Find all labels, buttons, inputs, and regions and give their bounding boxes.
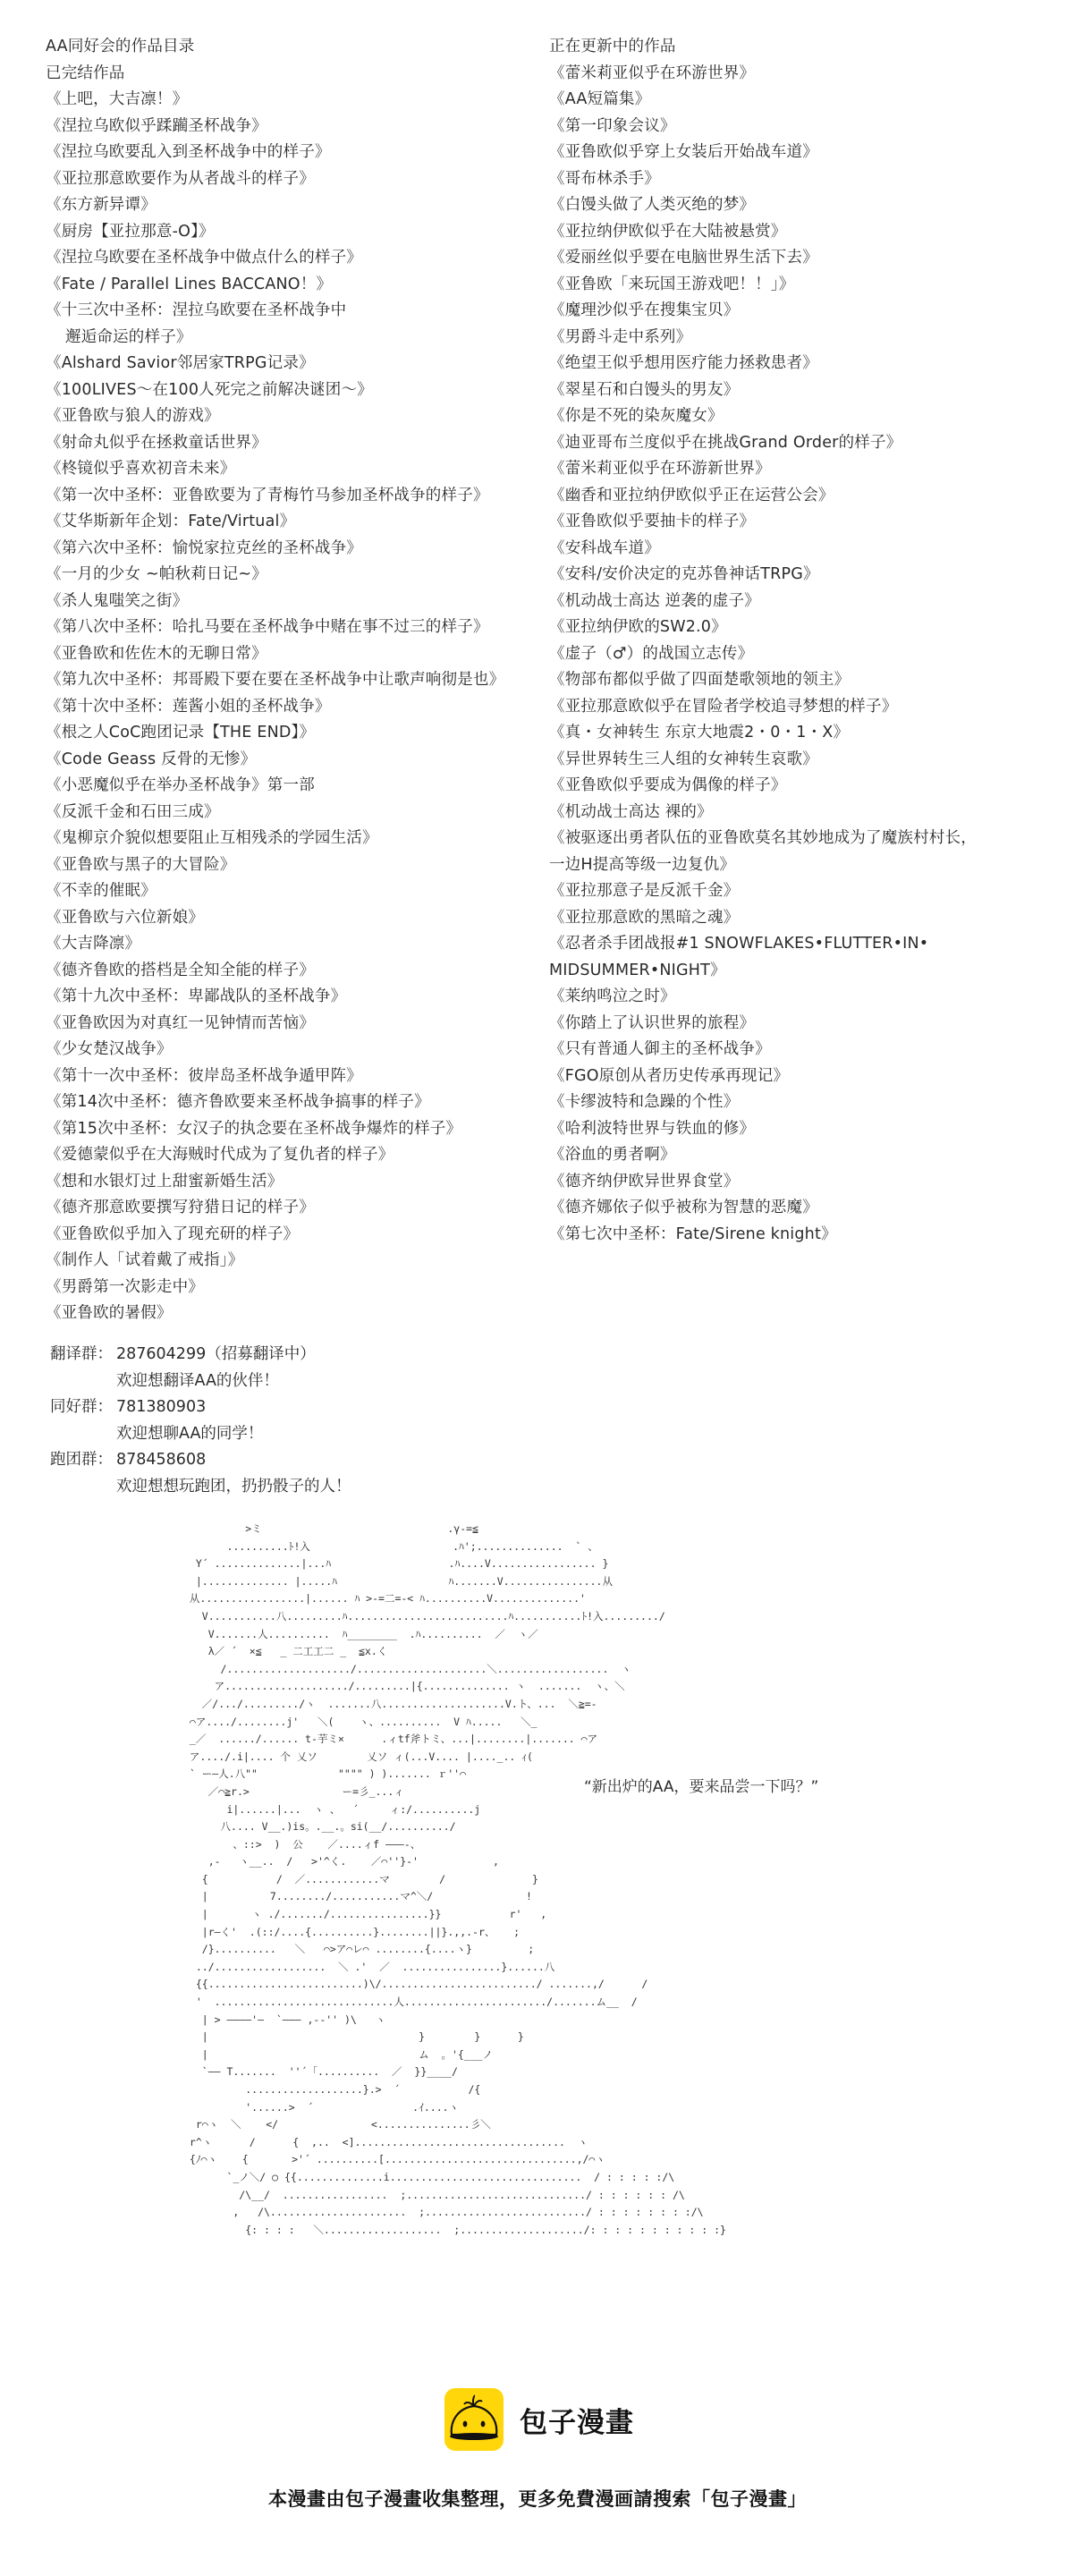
work-title-item: 《第15次中圣杯：女汉子的执念要在圣杯战争爆炸的样子》 (46, 1119, 462, 1138)
work-title-item: 《第七次中圣杯：Fate/Sirene knight》 (549, 1224, 837, 1243)
work-title-item: 《只有普通人御主的圣杯战争》 (549, 1040, 771, 1058)
contact-number: 287604299（招募翻译中） (116, 1345, 316, 1363)
ascii-art-line: |r―く' .(::/....{..........}........||}.,,.-r、 ; (183, 1925, 521, 1938)
brand-name: 包子漫畫 (520, 2406, 634, 2439)
ascii-art-line: ⌒ア..../........j' ＼( ヽ、.......... V ﾊ..... ＼_ (183, 1715, 538, 1728)
work-title-item: 《卡缪波特和急躁的个性》 (549, 1093, 740, 1111)
ongoing-works-list (549, 61, 1050, 1249)
work-title-item: 《亚拉纳伊欧的SW2.0》 (549, 618, 727, 636)
work-title-item: 《第十次中圣杯：莲酱小姐的圣杯战争》 (46, 697, 331, 716)
work-title-item: 《第十九次中圣杯：卑鄙战队的圣杯战争》 (46, 987, 347, 1005)
ongoing-works-column (549, 34, 1050, 1248)
work-title-item: 邂逅命运的样子》 (65, 327, 192, 346)
work-title-item: 《爱丽丝似乎要在电脑世界生活下去》 (549, 249, 818, 267)
work-title-item: 《蕾米莉亚似乎在环游新世界》 (549, 460, 771, 478)
work-title-item: 《亚拉那意欧的黑暗之魂》 (549, 908, 740, 927)
work-title-item: 《亚拉那意欧要作为从者战斗的样子》 (46, 169, 315, 188)
work-title-item: 《爱德蒙似乎在大海贼时代成为了复仇者的样子》 (46, 1146, 394, 1164)
work-title-item: 《100LIVES～在100人死完之前解决谜团～》 (46, 380, 373, 399)
work-title-item: 《亚鲁欧的暑假》 (46, 1304, 173, 1322)
completed-works-list (46, 87, 546, 1327)
ascii-art-line: {ﾉ⌒ヽ { >'´ ..........[...............................,/⌒ヽ (183, 2153, 605, 2166)
contact-label: 翻译群： (50, 1345, 113, 1363)
work-title-item: 《白馒头做了人类灭绝的梦》 (549, 196, 756, 214)
contact-label: 跑团群： (50, 1451, 113, 1469)
bun-logo-icon (444, 2388, 504, 2451)
ascii-art-line: /}.......... ＼ ⌒>ア⌒レ⌒ ........{....ヽ} ; (183, 1943, 535, 1956)
ascii-art-line: | > ――――'― `――― ,-‐'' )\ ヽ (183, 2012, 386, 2026)
work-title-item: 《少女楚汉战争》 (46, 1040, 173, 1058)
work-title-item: 《亚鲁欧与狼人的游戏》 (46, 407, 220, 425)
ascii-art-line: | ヽ ./......./................}} r' , (183, 1908, 547, 1921)
work-title-item: 《艾华斯新年企划：Fate/Virtual》 (46, 513, 296, 530)
work-title-item: 《亚鲁欧与六位新娘》 (46, 908, 204, 927)
completed-works-column (46, 34, 546, 1327)
ascii-art-line: `_ノ＼/ ○ {{..............i............................... / : : : : :/\ (183, 2170, 675, 2183)
work-title-item: 《物部布都似乎做了四面楚歌领地的领主》 (549, 671, 851, 689)
ascii-art-line: `―― T....... ''´「.......... ／ }}____/ (183, 2065, 458, 2079)
contact-number: 781380903 (116, 1398, 207, 1416)
ascii-art-line: ,- ヽ__.. / >'^く. ／⌒''}-' , (183, 1855, 499, 1868)
work-title-item: 《你是不死的染灰魔女》 (549, 407, 724, 425)
contact-label: 同好群： (50, 1398, 113, 1416)
work-title-item: 《大吉降凛》 (46, 935, 141, 953)
ascii-art-line: i|......|... ヽ 、 ´ ィ:/..........j (183, 1802, 481, 1816)
work-title-item: 《德齐那意欧要撰写狩猎日记的样子》 (46, 1199, 315, 1216)
ascii-art-line: /..................../.....................＼.................. ヽ (183, 1662, 631, 1675)
work-title-item: 《十三次中圣杯：涅拉乌欧要在圣杯战争中 (46, 301, 347, 319)
ascii-art-line: {: : : : ＼................... ;..................../: : : : : : : : : : :} (183, 2223, 726, 2236)
work-title-item: 《第14次中圣杯：德齐鲁欧要来圣杯战争搞事的样子》 (46, 1093, 430, 1111)
brand-logo-block (444, 2388, 634, 2451)
contact-note: 欢迎想想玩跑团，扔扔骰子的人！ (116, 1477, 351, 1496)
ascii-art-line: ／⌒≧r.> ー=彡_...ィ (183, 1784, 404, 1798)
ascii-art-line: | } } } (183, 2030, 524, 2044)
ascii-art-line: | ム 。'{___ノ (183, 2047, 494, 2061)
work-title-item: 《男爵斗走中系列》 (549, 327, 692, 346)
ascii-art-line: Y´ ..............|...ﾊ .ﾊ....V................. } (183, 1557, 609, 1571)
work-title-item: 《第八次中圣杯：哈扎马要在圣杯战争中赌在事不过三的样子》 (46, 618, 489, 636)
work-title-item: 《男爵第一次影走中》 (46, 1277, 204, 1296)
work-title-item: 《东方新异谭》 (46, 196, 157, 214)
ascii-art-line: ' .............................人......................./.......ム__ / (183, 1996, 638, 2009)
work-title-item: 《一月的少女 ~帕秋莉日记~》 (46, 565, 267, 583)
work-title-item: 《亚拉纳伊欧似乎在大陆被悬赏》 (549, 222, 787, 241)
work-title-item: 《厨房【亚拉那意-O】》 (46, 222, 215, 241)
ongoing-heading: 正在更新中的作品 (549, 38, 676, 55)
work-title-item: MIDSUMMER•NIGHT》 (549, 961, 726, 979)
contact-number: 878458608 (116, 1451, 207, 1469)
work-title-item: 《杀人鬼嗤笑之街》 (46, 591, 189, 610)
work-title-item: 《哥布林杀手》 (549, 169, 660, 188)
work-title-item: 《忍者杀手团战报#1 SNOWFLAKES•FLUTTER•IN• (549, 935, 929, 953)
ascii-art-line: 、::> ) 公 ／....ィf ―――-、 (183, 1837, 421, 1851)
ascii-art-line: _／ ....../...... t-芋ミ× .ィtf斧トミ、...|........|....... ⌒ア (183, 1733, 598, 1746)
work-title-item: 《柊镜似乎喜欢初音未来》 (46, 460, 236, 478)
work-title-item: 《亚鲁欧「来玩国王游戏吧！！」》 (549, 275, 795, 293)
work-title-item: 《亚鲁欧似乎要抽卡的样子》 (549, 513, 756, 530)
ascii-art-line: {{.........................)\/........................./ .......,/ / (183, 1978, 648, 1991)
work-title-item: 《小恶魔似乎在举办圣杯战争》第一部 (46, 776, 315, 794)
work-title-item: 《反派千金和石田三成》 (46, 802, 220, 821)
ascii-art-line: |.............. |.....ﾊ ﾊ.......V................从 (183, 1574, 613, 1588)
work-title-item: 《安科战车道》 (549, 538, 660, 557)
work-title-item: 《机动战士高达 裸的》 (549, 802, 713, 821)
work-title-item: 《亚鲁欧似乎要成为偶像的样子》 (549, 776, 787, 794)
work-title-item: 《涅拉乌欧要乱入到圣杯战争中的样子》 (46, 143, 331, 161)
ascii-art-line: V...........八.........ﾊ..........................ﾊ...........ﾄ!入........./ (183, 1609, 665, 1623)
ascii-art-line: , /\...................... ;........................../ : : : : : : : :/\ (183, 2206, 704, 2219)
work-title-item: 《第一次中圣杯：亚鲁欧要为了青梅竹马参加圣杯战争的样子》 (46, 486, 489, 504)
work-title-item: 《Fate / Parallel Lines BACCANO！》 (46, 275, 333, 293)
work-title-item: 《亚鲁欧似乎穿上女装后开始战车道》 (549, 143, 818, 161)
ascii-art-line: ..........ﾄ!入 .ﾊ';.............. ` 、 (183, 1539, 598, 1553)
work-title-item: 《虚子（♂）的战国立志传》 (549, 644, 754, 663)
ascii-art-line: ../.................. ＼ .' ／ ................}......八 (183, 1960, 555, 1973)
work-title-item: 《涅拉乌欧似乎蹂躏圣杯战争》 (46, 116, 267, 135)
work-title-item: 《制作人「试着戴了戒指」》 (46, 1251, 244, 1269)
work-title-item: 《绝望王似乎想用医疗能力拯救患者》 (549, 354, 818, 372)
ascii-art-line: ア..../.i|.... 个 乂ソ 乂ソ ィ(...V.... |...._.. ｨ( (183, 1750, 533, 1763)
work-title-item: 《德齐纳伊欧异世界食堂》 (549, 1172, 740, 1191)
work-title-item: 《不幸的催眠》 (46, 882, 157, 900)
work-title-item: 《迪亚哥布兰度似乎在挑战Grand Order的样子》 (549, 433, 902, 452)
work-title-item: 《想和水银灯过上甜蜜新婚生活》 (46, 1172, 284, 1191)
ascii-art-line: λ／ ´ ×≦ _ 二工工二 _ ≦x.く (183, 1645, 388, 1658)
work-title-item: 《第一印象会议》 (549, 116, 676, 135)
ascii-art-line: >ミ .γ-=≦ (183, 1522, 478, 1535)
work-title-item: 《第十一次中圣杯：彼岸岛圣杯战争遁甲阵》 (46, 1066, 362, 1085)
work-title-item: 《被驱逐出勇者队伍的亚鲁欧莫名其妙地成为了魔族村村长， (549, 829, 977, 847)
ascii-art-line: ...................}.> ´ /{ (183, 2083, 481, 2096)
work-title-item: 《第六次中圣杯：愉悦家拉克丝的圣杯战争》 (46, 538, 362, 557)
ascii-art-line: V.......人.......... ﾊ________ .ﾊ.......... ／ ヽ／ (183, 1627, 538, 1640)
work-title-item: 《亚鲁欧与黑子的大冒险》 (46, 855, 236, 874)
ascii-art-line: r⌒ヽ ＼ </ <...............彡＼ (183, 2118, 491, 2131)
work-title-item: 《射命丸似乎在拯救童话世界》 (46, 433, 267, 452)
work-title-item: 《翠星石和白馒头的男友》 (549, 380, 740, 399)
work-title-item: 《上吧，大吉凛！》 (46, 90, 189, 108)
ascii-art-line: /\__/ ................. ;............................./ : : : : : : /\ (183, 2188, 685, 2201)
work-title-item: 《Code Geass 反骨的无惨》 (46, 750, 257, 768)
work-title-item: 《德齐娜依子似乎被称为智慧的恶魔》 (549, 1199, 818, 1216)
ascii-art-line: ／/.../........./ヽ .......八....................V.ト、... ＼≧=- (183, 1697, 597, 1710)
contact-row (50, 1447, 351, 1474)
work-title-item: 《真・女神转生 东京大地震2・0・1・X》 (549, 724, 850, 741)
work-title-item: 《Alshard Savior邻居家TRPG记录》 (46, 354, 315, 372)
ascii-art-line: 八.... V__.)is。.__.。si(__/........../ (183, 1820, 456, 1834)
work-title-item: 《安科/安价决定的克苏鲁神话TRPG》 (549, 565, 819, 583)
work-title-item: 《亚鲁欧因为对真红一见钟情而苦恼》 (46, 1013, 315, 1032)
work-title-item: 《亚拉那意欧似乎在冒险者学校追寻梦想的样子》 (549, 697, 898, 716)
work-title-item: 《德齐鲁欧的搭档是全知全能的样子》 (46, 961, 315, 979)
work-title-item: 《你踏上了认识世界的旅程》 (549, 1013, 756, 1032)
work-title-item: 《根之人CoC跑团记录【THE END】》 (46, 724, 316, 741)
ascii-art-line: | 7......../...........マ^＼/ ! (183, 1890, 532, 1903)
work-title-item: 《蕾米莉亚似乎在环游世界》 (549, 64, 756, 82)
ascii-art-line: ア..................../.........|{.............. ヽ ....... ヽ、＼ (183, 1680, 625, 1693)
ascii-art-line: '......> ´ .ｲ....ヽ (183, 2100, 460, 2114)
work-title-item: 《幽香和亚拉纳伊欧似乎正在运营公会》 (549, 486, 834, 504)
contact-row (50, 1394, 351, 1421)
work-title-item: 《涅拉乌欧要在圣杯战争中做点什么的样子》 (46, 249, 362, 267)
work-title-item: 《亚鲁欧和佐佐木的无聊日常》 (46, 644, 267, 663)
footer-note: 本漫畫由包子漫畫收集整理，更多免費漫画請搜索「包子漫畫」 (268, 2488, 807, 2510)
work-title-item: 《第九次中圣杯：邦哥殿下要在要在圣杯战争中让歌声响彻是也》 (46, 671, 505, 689)
ascii-art-line: ` ー―人.八"" """" ) )....... ｒ''⌒ (183, 1767, 467, 1781)
contact-row (50, 1342, 351, 1368)
work-title-item: 《鬼柳京介貌似想要阻止互相残杀的学园生活》 (46, 829, 378, 847)
group-contacts (50, 1342, 351, 1500)
work-title-item: 《魔理沙似乎在搜集宝贝》 (549, 301, 740, 319)
work-title-item: 《哈利波特世界与铁血的修》 (549, 1119, 756, 1138)
work-title-item: 一边H提高等级一边复仇》 (549, 855, 736, 874)
contact-note: 欢迎想聊AA的同学！ (116, 1424, 264, 1443)
work-title-item: 《亚拉那意子是反派千金》 (549, 882, 740, 900)
work-title-item: 《FGO原创从者历史传承再现记》 (549, 1066, 790, 1085)
work-title-item: 《异世界转生三人组的女神转生哀歌》 (549, 750, 818, 768)
catalog-title: AA同好会的作品目录 (46, 38, 195, 55)
work-title-item: 《亚鲁欧似乎加入了现充研的样子》 (46, 1224, 300, 1243)
work-title-item: 《AA短篇集》 (549, 90, 651, 108)
ascii-art-line: 从.................|...... ﾊ >-=二=-< ﾊ..........V..............' (183, 1592, 586, 1606)
speech-text: “新出炉的AA，要来品尝一下吗？” (584, 1778, 819, 1796)
work-title-item: 《浴血的勇者啊》 (549, 1146, 676, 1164)
contact-note: 欢迎想翻译AA的伙伴！ (116, 1371, 279, 1390)
work-title-item: 《莱纳鸣泣之时》 (549, 987, 676, 1005)
work-title-item: 《机动战士高达 逆袭的虚子》 (549, 591, 760, 610)
ascii-art-line: { / ／............マ / } (183, 1872, 538, 1885)
ascii-art-line: r^ヽ / { ,.. <].................................. ヽ (183, 2135, 588, 2148)
completed-heading: 已完结作品 (46, 64, 125, 82)
